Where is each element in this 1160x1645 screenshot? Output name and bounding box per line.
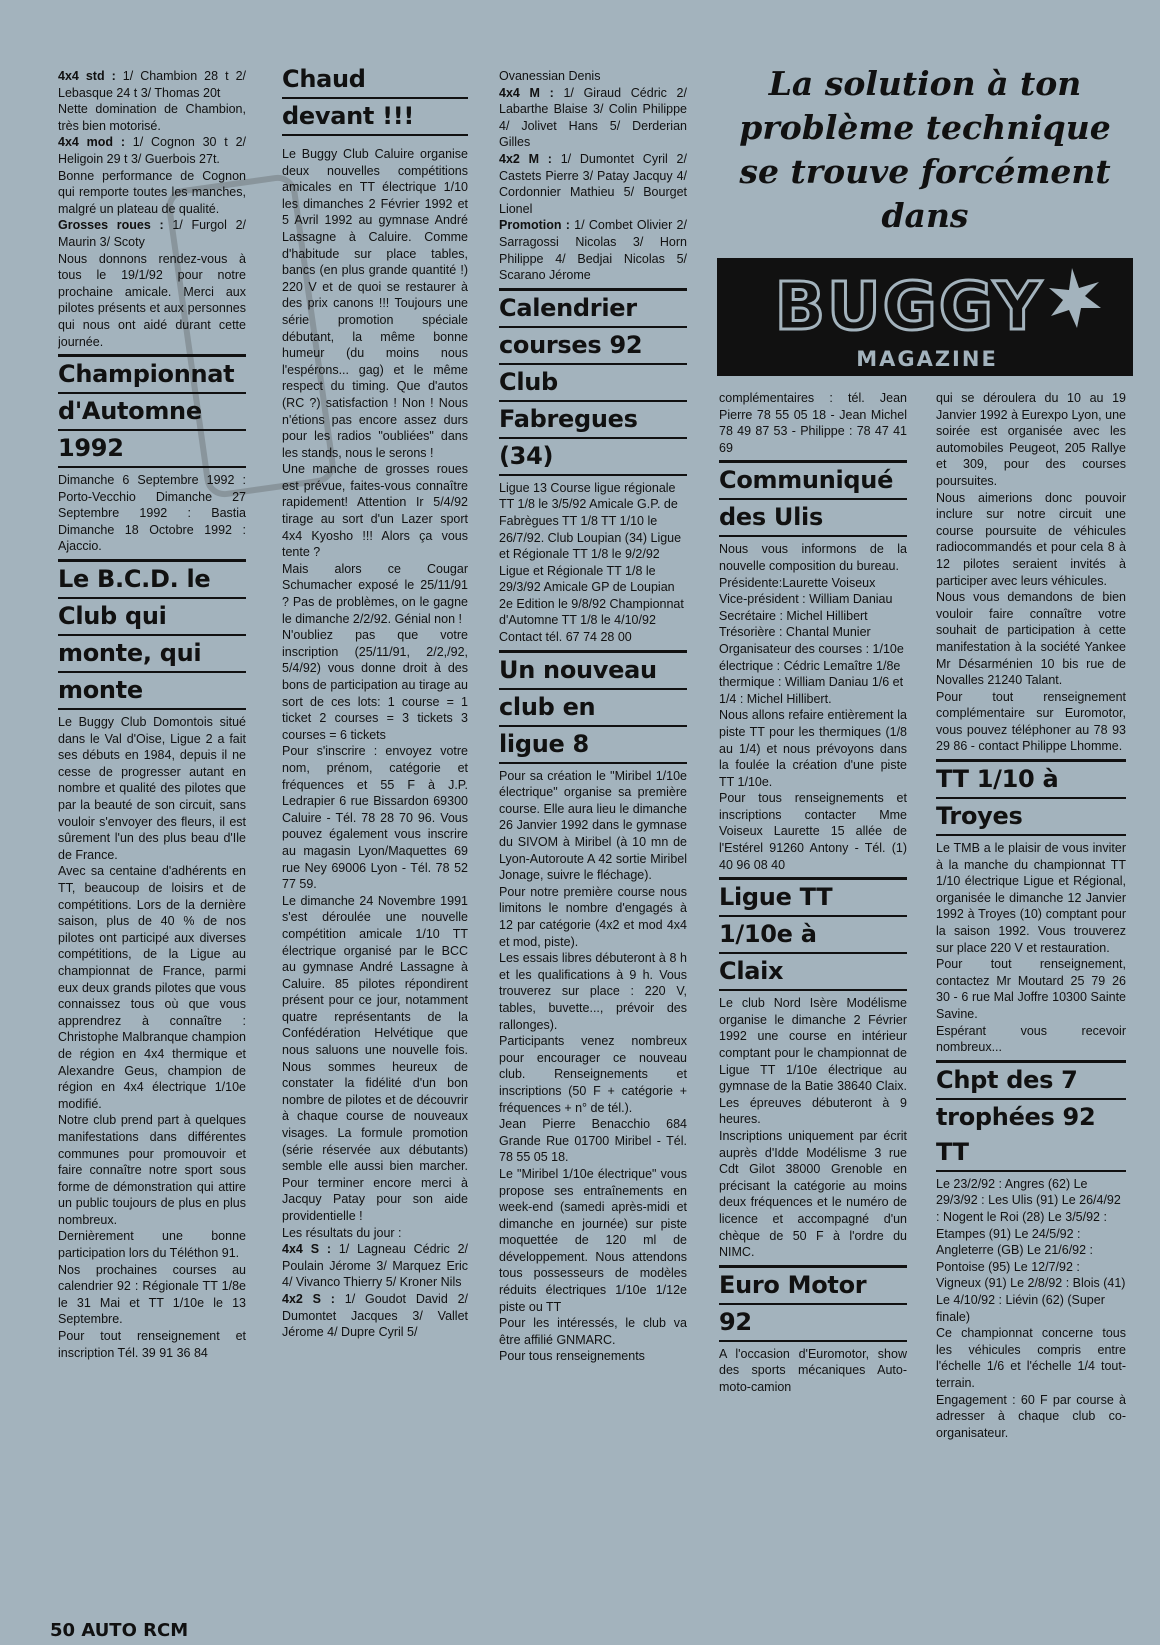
headline-nouveau-club: Un nouveau club en ligue 8	[499, 650, 687, 764]
paragraph: Le 23/2/92 : Angres (62) Le 29/3/92 : Les Ulis (91) Le 26/4/92 : Nogent le Roi (28) Le 3/5/92 : Etampes (91) Le 24/5/92 : Angleterre (GB) Le 21/6/92 : Pontoise (95) Le 12/7/92 : Vigneux (91) Le 2/8/92 : Blois (41) Le 4/10/92 : Liévin (62) (Super finale)	[936, 1176, 1126, 1324]
paragraph: Pour tout renseignement, contactez Mr Moutard 25 79 26 30 - 6 rue Mal Joffre 10300 Sainte Savine.	[936, 957, 1126, 1021]
results-4x4-s: 4x4 S : 1/ Lagneau Cédric 2/ Poulain Jérome 3/ Marquez Eric 4/ Vivanco Thierry 5/ Kroner Nils	[282, 1242, 468, 1290]
headline-championnat: Championnat d'Automne 1992	[58, 354, 246, 468]
paragraph: Inscriptions uniquement par écrit auprès d'Idde Modélisme 3 rue Cdt Gilot 38000 Grenoble en précisant la catégorie au moins deux fréquences et le numéro de licence et accompagné d'un chèque de 50 F à l'ordre du NIMC.	[719, 1129, 907, 1260]
paragraph: Nette domination de Chambion, très bien motorisé.	[58, 102, 246, 133]
paragraph: complémentaires : tél. Jean Pierre 78 55 05 18 - Jean Michel 78 49 87 53 - Philippe : 78 47 41 69	[719, 391, 907, 455]
column-4	[719, 390, 907, 1396]
paragraph: Avec sa centaine d'adhérents en TT, beaucoup de loisirs et de compétitions. Lors de la dernière saison, plus de 40 % de nos pilotes ont participé aux diverses compétitions, de la Ligue au championnat de France, parmi eux deux grands pilotes que vous connaissez tous où que vous apprendrez à connaître : Christophe Malbranque champion de région en 4x4 thermique et Alexandre Geus, champion de région en 4x4 électrique 1/10e modifié.	[58, 864, 246, 1111]
results-promotion: Promotion : 1/ Combet Olivier 2/ Sarragossi Nicolas 3/ Horn Philippe 4/ Bedjai Nicolas 5/ Scarano Jérome	[499, 218, 687, 283]
paragraph: Le dimanche 24 Novembre 1991 s'est déroulée une nouvelle compétition amicale 1/10 TT électrique organisé par le BCC au gymnase André Lassagne à Caluire. 85 pilotes répondirent présent pour ce jour, notamment quatre représentants de la Confédération Helvétique que nous saluons une nouvelle fois. Nous sommes heureux de constater la fidélité d'un bon nombre de pilotes et de découvrir à chaque course de nouveaux visages. La formule promotion (série réservée aux débutants) semble elle aussi bien marcher. Pour terminer encore merci à Jacquy Patay pour son aide providentielle !	[282, 893, 468, 1223]
column-2	[282, 62, 468, 1341]
paragraph: Présidente:Laurette Voiseux Vice-président : William Daniau Secrétaire : Michel Hillibert Trésorière : Chantal Munier Organisateur des courses : 1/10e électrique : Cédric Lemaître 1/8e thermique : William Daniau 1/6 et 1/4 : Michel Hillibert.	[719, 575, 904, 706]
headline-bcd: Le B.C.D. le Club qui monte, qui monte	[58, 559, 246, 710]
paragraph: Participants venez nombreux pour encourager ce nouveau club. Renseignements et inscriptions (50 F + catégorie + fréquences + n° de tél.).	[499, 1034, 687, 1115]
logo-word: BUGGY	[774, 268, 1044, 345]
paragraph: Pour sa création le "Miribel 1/10e électrique" organise sa première course. Elle aura lieu le dimanche 26 Janvier 1992 dans le gymnase du SIVOM à Miribel (à 10 mn de Lyon-Autoroute A 42 sortie Miribel Jonage, suivre le fléchage).	[499, 768, 687, 883]
results-4x2-s: 4x2 S : 1/ Goudot David 2/ Dumontet Jacques 3/ Vallet Jérome 4/ Dupre Cyril 5/	[282, 1291, 468, 1340]
paragraph: Dernièrement une bonne participation lors du Téléthon 91.	[58, 1229, 246, 1261]
paragraph: Pour tout renseignement et inscription Tél. 39 91 36 84	[58, 1329, 246, 1360]
paragraph: Pour tous renseignements et inscriptions contacter Mme Voiseux Laurette 15 allée de l'Estérel 91260 Antony - Tél. (1) 40 96 08 40	[719, 791, 907, 872]
promo-headline: La solution à ton problème technique se trouve forcément dans	[739, 64, 1111, 235]
column-1	[58, 68, 246, 1361]
paragraph: Ovanessian Denis	[499, 69, 601, 83]
paragraph: Le TMB a le plaisir de vous inviter à la manche du championnat TT 1/10 électrique Ligue et Régional, organisée le dimanche 12 Janvier 1992 à Troyes (10) comptant pour la saison 1992. Vous trouverez sur place 220 V et restauration.	[936, 841, 1126, 955]
paragraph: Pour tout renseignement complémentaire sur Euromotor, vous pouvez téléphoner au 78 93 29 86 - contact Philippe Lhomme.	[936, 689, 1126, 754]
results-4x4-mod: 4x4 mod : 1/ Cognon 30 t 2/ Heligoin 29 t 3/ Guerbois 27t.	[58, 135, 246, 166]
paragraph: Pour les intéressés, le club va être affilié GNMARC.	[499, 1316, 687, 1347]
paragraph: Engagement : 60 F par course à adresser à chaque club co-organisateur.	[936, 1392, 1126, 1440]
buggy-magazine-logo	[717, 258, 1133, 376]
paragraph: Nos prochaines courses au calendrier 92 : Régionale TT 1/8e le 31 Mai et TT 1/10e le 13 Septembre.	[58, 1262, 246, 1327]
headline-calendrier: Calendrier courses 92 Club Fabregues (34)	[499, 288, 687, 476]
paragraph: N'oubliez pas que votre inscription (25/11/91, 2/2,/92, 5/4/92) vous donne droit à des bons de participation au tirage au sort de ces lots: 1 course = 1 ticket 2 courses = 3 tickets 3 courses = 6 tickets	[282, 628, 468, 742]
paragraph: A l'occasion d'Euromotor, show des sports mécaniques Auto-moto-camion	[719, 1346, 907, 1394]
paragraph: Nous aimerions donc pouvoir inclure sur notre circuit une course poursuite de véhicules radiocommandés et pour cela 8 à 12 pilotes seraient invités à participer avec leurs véhicules.	[936, 490, 1126, 588]
headline-chaud-devant: Chaud devant !!!	[282, 62, 468, 136]
results-4x2-m: 4x2 M : 1/ Dumontet Cyril 2/ Castets Pierre 3/ Patay Jacquy 4/ Cordonnier Mathieu 5/ Bourget Lionel	[499, 151, 687, 216]
paragraph: Nous vous informons de la nouvelle composition du bureau.	[719, 542, 907, 573]
paragraph: Notre club prend part à quelques manifestations dans différentes communes pour promouvoir et faire connaître notre sport sous forme de démonstration qui attire un public toujours de plus en plus nombreux.	[58, 1113, 246, 1227]
paragraph: Ligue 13 Course ligue régionale TT 1/8 le 3/5/92 Amicale G.P. de Fabrègues TT 1/8 TT 1/10 le 26/7/92. Club Loupian (34) Ligue et Régionale TT 1/8 le 9/2/92 Ligue et Régionale TT 1/8 le 29/3/92 Amicale GP de Loupian 2e Edition le 9/8/92 Championnat d'Automne TT 1/8 le 4/10/92 Contact tél. 67 74 28 00	[499, 480, 684, 645]
headline-tt-troyes: TT 1/10 à Troyes	[936, 759, 1126, 836]
results-4x4-m: 4x4 M : 1/ Giraud Cédric 2/ Labarthe Blaise 3/ Colin Philippe 4/ Jolivet Hans 5/ Derderian Gilles	[499, 85, 687, 150]
paragraph: Le Buggy Club Caluire organise deux nouvelles compétitions amicales en TT électrique 1/10 les dimanches 2 Février 1992 et 5 Avril 1992 au gymnase André Lassagne à Caluire. Comme d'habitude sur place tables, bancs (en plus grande quantité !) 220 V et de quoi se restaurer à des prix canons !!! Toujours une série promotion spéciale débutant, la même bonne humeur (du moins nous l'espérons... gag) et le même respect du timing. Que d'autos (RC ?) satisfaction ! Non ! Nous n'étions pas encore assez durs pour les radios "oubliées" dans les stands, nous le serons !	[282, 147, 468, 460]
paragraph: Pour notre première course nous limitons le nombre d'engagés à 12 par catégorie (4x2 et mod 4x4 et mod, piste).	[499, 884, 687, 949]
paragraph: Dimanche 6 Septembre 1992 : Porto-Vecchio Dimanche 27 Septembre 1992 : Bastia Dimanche 18 Octobre 1992 : Ajaccio.	[58, 473, 246, 554]
page-footer: 50 AUTO RCM	[50, 1620, 189, 1641]
paragraph: Ce championnat concerne tous les véhicules compris entre l'échelle 1/6 et l'échelle 1/4 tout-terrain.	[936, 1326, 1126, 1390]
paragraph: Bonne performance de Cognon qui remporte toutes les manches, malgré un plateau de qualité.	[58, 168, 246, 216]
paragraph: Le club Nord Isère Modélisme organise le dimanche 2 Février 1992 une course en intérieur comptant pour le championnat de Ligue TT 1/10e électrique au gymnase de la Batie 38640 Claix. Les épreuves débuteront à 9 heures.	[719, 996, 907, 1127]
paragraph: Nous vous demandons de bien vouloir faire connaître votre souhait de participation à cette manifestation à la société Yankee Mr Désarménien 10 bis rue de Novalles 21240 Talant.	[936, 590, 1126, 688]
paragraph: Mais alors ce Cougar Schumacher exposé le 25/11/91 ? Pas de problèmes, on le gagne le dimanche 2/2/92. Génial non !	[282, 561, 468, 626]
results-4x4-std: 4x4 std : 1/ Chambion 28 t 2/ Lebasque 24 t 3/ Thomas 20t	[58, 69, 246, 100]
paragraph: Jean Pierre Benacchio 684 Grande Rue 01700 Miribel - Tél. 78 55 05 18.	[499, 1117, 687, 1165]
paragraph: Nous allons refaire entièrement la piste TT pour les thermiques (1/8 au 1/4) et nous prévoyons dans la foulée la création d'une piste TT 1/10e.	[719, 708, 907, 789]
paragraph: Espérant vous recevoir nombreux...	[936, 1023, 1126, 1055]
headline-chpt-7-trophees: Chpt des 7 trophées 92 TT	[936, 1060, 1126, 1172]
paragraph: Pour tous renseignements	[499, 1349, 645, 1364]
headline-euro-motor: Euro Motor 92	[719, 1265, 907, 1342]
paragraph: Pour s'inscrire : envoyez votre nom, prénom, catégorie et fréquences et 55 F à J.P. Ledrapier 6 rue Bissardon 69300 Caluire - Tél. 78 28 70 96. Vous pouvez également vous inscrire au magasin Lyon/Maquettes 69 rue Ney 69006 Lyon - Tél. 78 52 77 59.	[282, 744, 468, 892]
paragraph: Le "Miribel 1/10e électrique" vous propose ses entraînements en week-end (samedi après-midi et dimanche en journée) sur piste moquettée de 120 ml de développement. Nous attendons tous possesseurs de modèles réduits électriques 1/10e 1/12e piste ou TT	[499, 1166, 687, 1314]
logo-subtitle: MAGAZINE	[856, 347, 998, 371]
paragraph: Les essais libres débuteront à 8 h et les qualifications à 9 h. Vous trouverez sur place : 220 V, tables, buvette..., prévoir des rallonges).	[499, 951, 687, 1032]
column-3	[499, 68, 687, 1365]
column-5	[936, 390, 1126, 1441]
paragraph: qui se déroulera du 10 au 19 Janvier 1992 à Eurexpo Lyon, une soirée est organisée avec les automobiles Peugeot, 205 Rallye et 309, pour des courses poursuites.	[936, 391, 1126, 488]
headline-ligue-tt: Ligue TT 1/10e à Claix	[719, 877, 907, 991]
headline-communique: Communiqué des Ulis	[719, 460, 907, 537]
paragraph: Le Buggy Club Domontois situé dans le Val d'Oise, Ligue 2 a fait ses débuts en 1984, depuis il ne cesse de progresser autant en nombre et qualité des pilotes que par la beauté de son circuit, sans vouloir s'envoyer des fleurs, il est sûrement l'un des plus beau d'Ile de France.	[58, 715, 246, 862]
paragraph: Nous donnons rendez-vous à tous le 19/1/92 pour notre prochaine amicale. Merci aux pilotes présents et aux personnes qui nous ont aidé durant cette journée.	[58, 251, 246, 349]
results-grosses-roues: Grosses roues : 1/ Furgol 2/ Maurin 3/ Scoty	[58, 218, 246, 249]
paragraph: Une manche de grosses roues est prévue, faites-vous connaître rapidement! Attention Ir 5/4/92 tirage au sort d'un Lazer sport 4x4 Kyosho !!! Alors ça vous tente ?	[282, 462, 468, 560]
paragraph: Les résultats du jour :	[282, 1225, 402, 1240]
